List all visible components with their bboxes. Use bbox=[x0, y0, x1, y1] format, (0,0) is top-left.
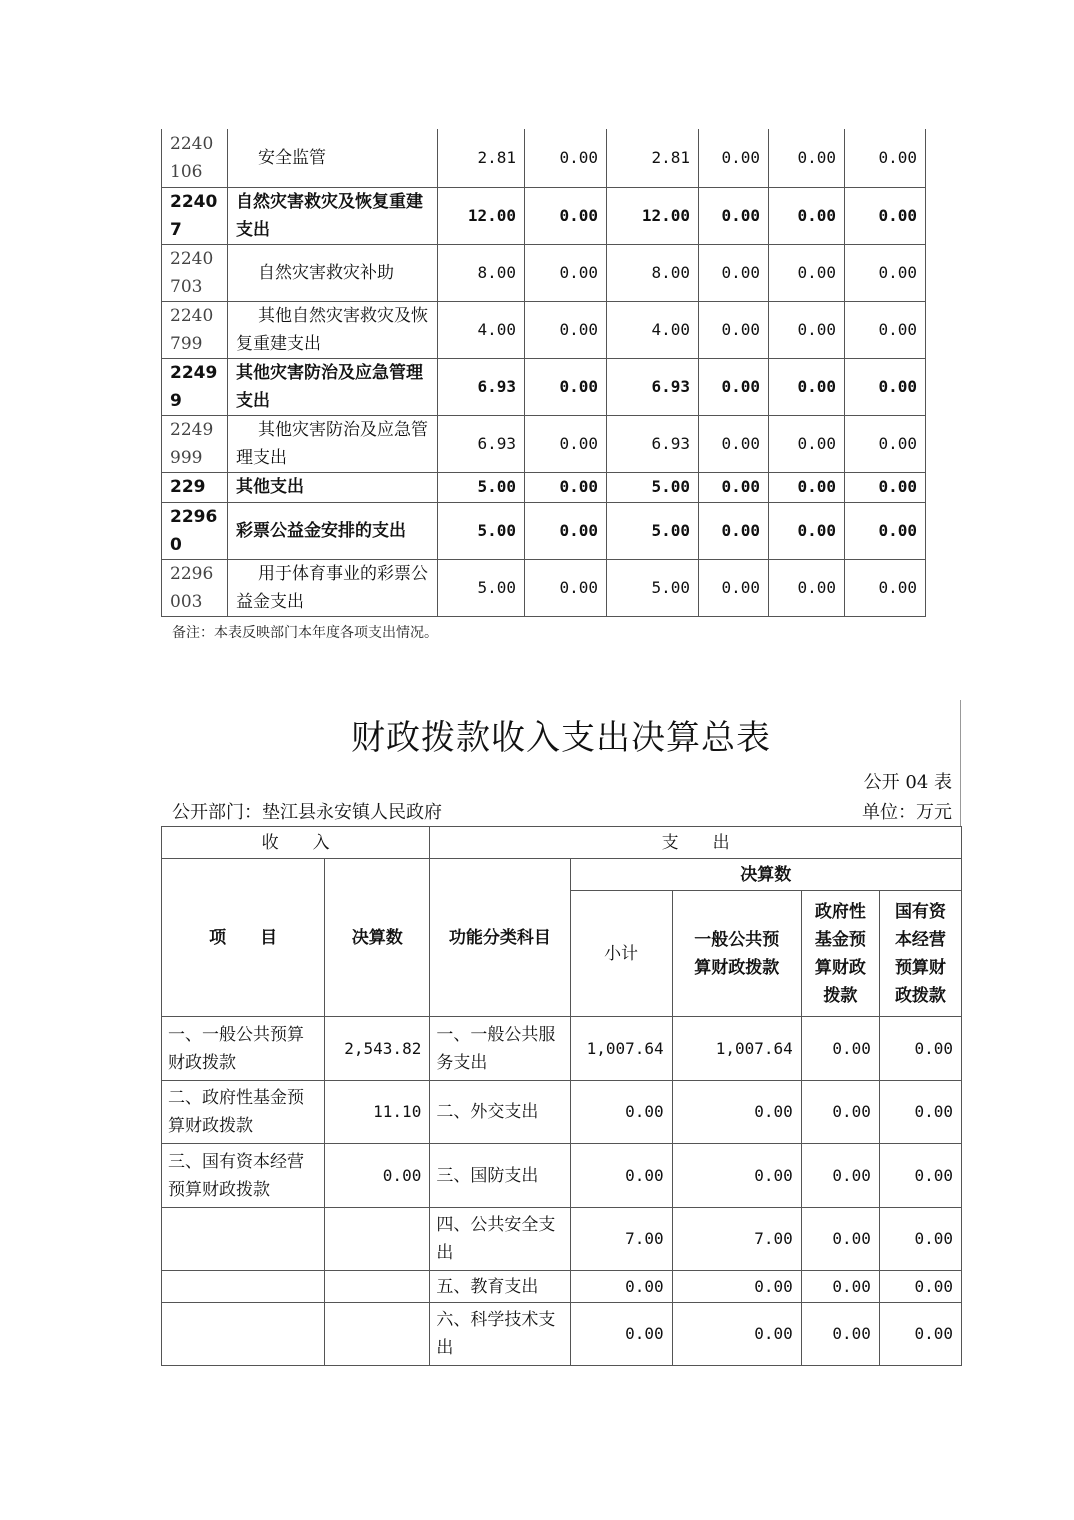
row-value: 0.00 bbox=[525, 472, 607, 502]
amount-header: 决算数 bbox=[325, 859, 430, 1017]
table-row bbox=[162, 1081, 962, 1144]
func-item: 一、一般公共服务支出 bbox=[430, 1017, 570, 1081]
func-item: 二、外交支出 bbox=[430, 1081, 570, 1144]
expense-value: 0.00 bbox=[801, 1303, 879, 1366]
table-row bbox=[162, 129, 926, 187]
table-note: 备注：本表反映部门本年度各项支出情况。 bbox=[172, 625, 438, 641]
row-value: 5.00 bbox=[607, 559, 699, 616]
row-value: 0.00 bbox=[769, 301, 845, 358]
row-value: 0.00 bbox=[699, 187, 769, 244]
row-value: 5.00 bbox=[607, 472, 699, 502]
row-value: 0.00 bbox=[525, 415, 607, 472]
expense-value: 0.00 bbox=[672, 1303, 801, 1366]
row-value: 8.00 bbox=[438, 244, 525, 301]
income-amount: 0.00 bbox=[325, 1144, 430, 1208]
row-value: 0.00 bbox=[525, 559, 607, 616]
table-row bbox=[162, 472, 926, 502]
summary-table bbox=[161, 826, 962, 1366]
row-value: 0.00 bbox=[525, 129, 607, 187]
row-value: 0.00 bbox=[845, 502, 926, 559]
row-value: 5.00 bbox=[438, 472, 525, 502]
income-item bbox=[162, 1271, 325, 1303]
table-row bbox=[162, 187, 926, 244]
expense-value: 0.00 bbox=[801, 1271, 879, 1303]
table-row bbox=[162, 559, 926, 616]
row-code: 2240703 bbox=[162, 244, 228, 301]
row-code: 2240106 bbox=[162, 129, 228, 187]
row-value: 0.00 bbox=[845, 358, 926, 415]
row-value: 6.93 bbox=[438, 358, 525, 415]
row-value: 4.00 bbox=[607, 301, 699, 358]
item-header: 项 目 bbox=[162, 859, 325, 1017]
row-value: 0.00 bbox=[769, 415, 845, 472]
row-name: 自然灾害救灾补助 bbox=[228, 244, 438, 301]
income-item: 三、国有资本经营预算财政拨款 bbox=[162, 1144, 325, 1208]
table-row bbox=[162, 244, 926, 301]
row-value: 0.00 bbox=[525, 358, 607, 415]
row-value: 0.00 bbox=[845, 559, 926, 616]
row-value: 0.00 bbox=[699, 502, 769, 559]
row-value: 0.00 bbox=[699, 244, 769, 301]
func-item: 六、科学技术支出 bbox=[430, 1303, 570, 1366]
row-name: 安全监管 bbox=[228, 129, 438, 187]
table-number: 公开 04 表 bbox=[863, 772, 952, 793]
expense-value: 1,007.64 bbox=[570, 1017, 672, 1081]
table-row bbox=[162, 1144, 962, 1208]
page-title: 财政拨款收入支出决算总表 bbox=[351, 718, 771, 758]
row-value: 0.00 bbox=[769, 244, 845, 301]
expense-value: 0.00 bbox=[801, 1144, 879, 1208]
expense-value: 0.00 bbox=[879, 1303, 961, 1366]
table-row bbox=[162, 1271, 962, 1303]
row-value: 0.00 bbox=[845, 187, 926, 244]
income-item bbox=[162, 1208, 325, 1271]
expense-value: 7.00 bbox=[672, 1208, 801, 1271]
row-value: 0.00 bbox=[699, 301, 769, 358]
row-value: 4.00 bbox=[438, 301, 525, 358]
table-row bbox=[162, 1017, 962, 1081]
row-value: 0.00 bbox=[699, 129, 769, 187]
expense-value: 0.00 bbox=[672, 1144, 801, 1208]
row-value: 8.00 bbox=[607, 244, 699, 301]
state-header: 国有资本经营预算财政拨款 bbox=[879, 891, 961, 1017]
row-value: 0.00 bbox=[769, 472, 845, 502]
row-code: 22499 bbox=[162, 358, 228, 415]
unit-label: 单位：万元 bbox=[862, 802, 952, 823]
row-value: 0.00 bbox=[525, 187, 607, 244]
row-value: 0.00 bbox=[769, 358, 845, 415]
header-row-1 bbox=[162, 827, 962, 859]
income-amount bbox=[325, 1208, 430, 1271]
table-row bbox=[162, 1303, 962, 1366]
row-value: 0.00 bbox=[845, 244, 926, 301]
row-value: 0.00 bbox=[699, 358, 769, 415]
row-name: 彩票公益金安排的支出 bbox=[228, 502, 438, 559]
row-value: 2.81 bbox=[438, 129, 525, 187]
expense-value: 0.00 bbox=[570, 1081, 672, 1144]
expense-value: 1,007.64 bbox=[672, 1017, 801, 1081]
expense-value: 0.00 bbox=[570, 1271, 672, 1303]
row-value: 6.93 bbox=[607, 415, 699, 472]
func-item: 四、公共安全支出 bbox=[430, 1208, 570, 1271]
table-row bbox=[162, 415, 926, 472]
func-header: 功能分类科目 bbox=[430, 859, 570, 1017]
row-value: 0.00 bbox=[845, 301, 926, 358]
row-value: 5.00 bbox=[438, 502, 525, 559]
final-header: 决算数 bbox=[570, 859, 962, 891]
income-amount bbox=[325, 1303, 430, 1366]
row-value: 0.00 bbox=[769, 502, 845, 559]
row-value: 0.00 bbox=[525, 502, 607, 559]
row-value: 5.00 bbox=[438, 559, 525, 616]
row-value: 0.00 bbox=[769, 129, 845, 187]
row-code: 2240799 bbox=[162, 301, 228, 358]
row-value: 0.00 bbox=[845, 129, 926, 187]
income-amount: 11.10 bbox=[325, 1081, 430, 1144]
table-row bbox=[162, 358, 926, 415]
row-code: 22407 bbox=[162, 187, 228, 244]
expense-header: 支 出 bbox=[430, 827, 962, 859]
subtotal-header: 小计 bbox=[570, 891, 672, 1017]
expense-value: 0.00 bbox=[801, 1081, 879, 1144]
expense-value: 0.00 bbox=[879, 1271, 961, 1303]
row-name: 自然灾害救灾及恢复重建支出 bbox=[228, 187, 438, 244]
income-item: 二、政府性基金预算财政拨款 bbox=[162, 1081, 325, 1144]
expense-value: 0.00 bbox=[879, 1017, 961, 1081]
expense-value: 0.00 bbox=[879, 1081, 961, 1144]
row-name: 其他灾害防治及应急管理支出 bbox=[228, 415, 438, 472]
row-value: 0.00 bbox=[525, 244, 607, 301]
fund-header: 政府性基金预算财政拨款 bbox=[801, 891, 879, 1017]
income-item: 一、一般公共预算财政拨款 bbox=[162, 1017, 325, 1081]
row-value: 0.00 bbox=[699, 472, 769, 502]
header-row-2 bbox=[162, 859, 962, 891]
income-amount: 2,543.82 bbox=[325, 1017, 430, 1081]
row-value: 5.00 bbox=[607, 502, 699, 559]
row-name: 其他支出 bbox=[228, 472, 438, 502]
row-value: 0.00 bbox=[525, 301, 607, 358]
row-name: 用于体育事业的彩票公益金支出 bbox=[228, 559, 438, 616]
row-value: 0.00 bbox=[769, 187, 845, 244]
func-item: 三、国防支出 bbox=[430, 1144, 570, 1208]
row-value: 12.00 bbox=[438, 187, 525, 244]
row-value: 0.00 bbox=[769, 559, 845, 616]
func-item: 五、教育支出 bbox=[430, 1271, 570, 1303]
expense-value: 0.00 bbox=[570, 1303, 672, 1366]
department-label: 公开部门：垫江县永安镇人民政府 bbox=[172, 802, 442, 823]
expense-value: 0.00 bbox=[672, 1081, 801, 1144]
income-amount bbox=[325, 1271, 430, 1303]
expense-value: 7.00 bbox=[570, 1208, 672, 1271]
row-value: 0.00 bbox=[845, 415, 926, 472]
row-name: 其他自然灾害救灾及恢复重建支出 bbox=[228, 301, 438, 358]
row-value: 2.81 bbox=[607, 129, 699, 187]
expense-detail-table bbox=[161, 129, 926, 617]
table-row bbox=[162, 301, 926, 358]
expense-value: 0.00 bbox=[672, 1271, 801, 1303]
row-value: 12.00 bbox=[607, 187, 699, 244]
expense-value: 0.00 bbox=[801, 1017, 879, 1081]
income-item bbox=[162, 1303, 325, 1366]
row-name: 其他灾害防治及应急管理支出 bbox=[228, 358, 438, 415]
expense-value: 0.00 bbox=[879, 1144, 961, 1208]
expense-value: 0.00 bbox=[570, 1144, 672, 1208]
general-header: 一般公共预算财政拨款 bbox=[672, 891, 801, 1017]
table-row bbox=[162, 1208, 962, 1271]
expense-value: 0.00 bbox=[801, 1208, 879, 1271]
row-value: 0.00 bbox=[699, 559, 769, 616]
row-value: 0.00 bbox=[699, 415, 769, 472]
income-header: 收 入 bbox=[162, 827, 430, 859]
row-code: 22960 bbox=[162, 502, 228, 559]
expense-value: 0.00 bbox=[879, 1208, 961, 1271]
row-value: 6.93 bbox=[607, 358, 699, 415]
row-code: 229 bbox=[162, 472, 228, 502]
row-value: 6.93 bbox=[438, 415, 525, 472]
table-row bbox=[162, 502, 926, 559]
row-value: 0.00 bbox=[845, 472, 926, 502]
row-code: 2296003 bbox=[162, 559, 228, 616]
row-code: 2249999 bbox=[162, 415, 228, 472]
